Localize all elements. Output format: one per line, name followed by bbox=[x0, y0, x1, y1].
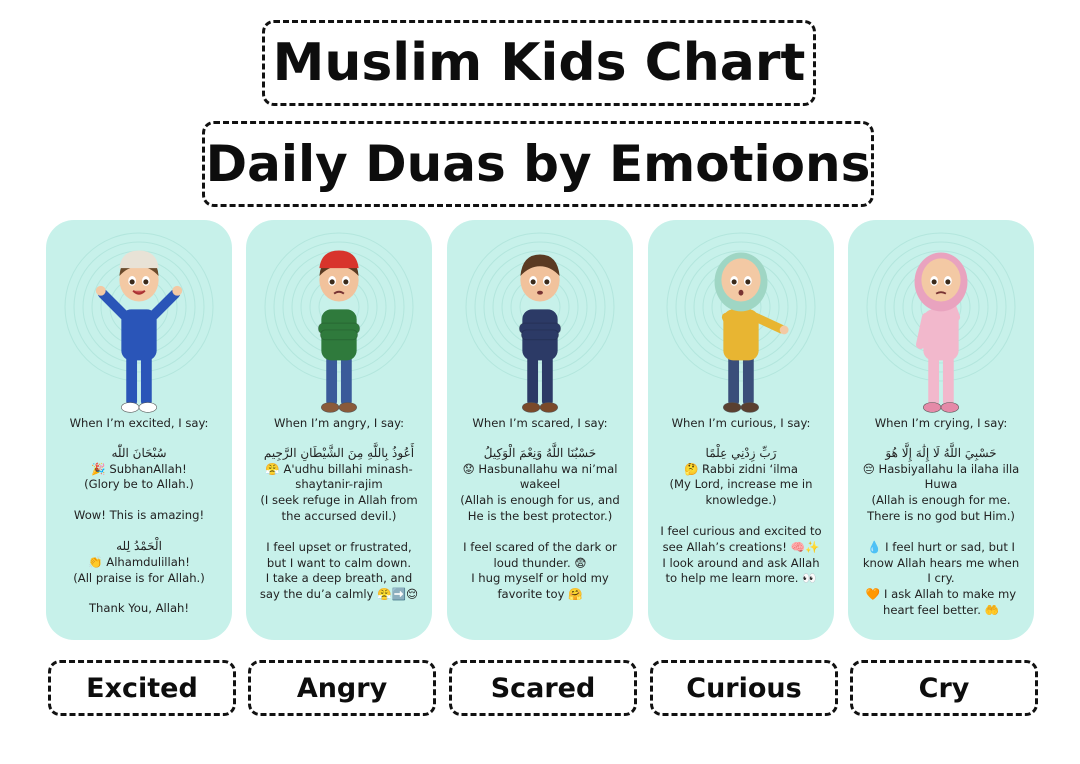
figure-hand-left bbox=[96, 286, 106, 296]
line-gap bbox=[455, 525, 625, 540]
figure-shoe-left bbox=[121, 402, 139, 412]
emotion-card bbox=[46, 220, 232, 640]
emotion-label: Curious bbox=[650, 660, 838, 716]
card-lead: When I’m scared, I say: bbox=[472, 416, 608, 430]
emotion-card bbox=[648, 220, 834, 640]
figure-cap bbox=[119, 251, 158, 269]
figure-mouth bbox=[537, 291, 543, 295]
card-line: say the du’a calmly 😤➡️😌 bbox=[259, 587, 419, 602]
card-line: know Allah hears me when bbox=[862, 555, 1020, 570]
emotion-label: Angry bbox=[248, 660, 436, 716]
card-line: I feel upset or frustrated, bbox=[266, 539, 412, 554]
chart-title: Muslim Kids Chart bbox=[262, 20, 816, 106]
line-gap bbox=[254, 525, 424, 540]
card-line: I cry. bbox=[927, 571, 955, 586]
figure-leg-left bbox=[326, 354, 337, 405]
figure-mouth bbox=[133, 291, 145, 294]
figure-cap bbox=[319, 251, 358, 269]
card-line: I take a deep breath, and bbox=[265, 571, 413, 586]
figure-pupil-left bbox=[732, 279, 737, 284]
figure-shoe-left bbox=[723, 402, 741, 412]
figure-face bbox=[921, 258, 960, 301]
card-line: shaytanir-rajim bbox=[295, 477, 383, 492]
dua-arabic: حَسْبِيَ اللَّهُ لَا إِلَٰهَ إِلَّا هُوَ bbox=[885, 445, 997, 460]
figure-shoe-right bbox=[941, 402, 959, 412]
figure-shoe-right bbox=[540, 402, 558, 412]
line-gap bbox=[54, 524, 224, 539]
character-illustration bbox=[891, 232, 991, 422]
card-line: 👏 Alhamdulillah! bbox=[88, 554, 190, 569]
card-text bbox=[856, 416, 1026, 619]
card-line: 🧡 I ask Allah to make my bbox=[865, 587, 1017, 602]
card-line: to help me learn more. 👀 bbox=[665, 571, 817, 586]
figure-shoe-left bbox=[522, 402, 540, 412]
card-line: I look around and ask Allah bbox=[662, 555, 820, 570]
figure-arm-right bbox=[756, 317, 781, 329]
figure-mouth bbox=[739, 290, 744, 296]
card-line: 🤔 Rabbi zidni ‘ilma bbox=[683, 461, 799, 476]
card-line: knowledge.) bbox=[705, 493, 777, 508]
card-line: Huwa bbox=[924, 477, 958, 492]
emotion-label: Cry bbox=[850, 660, 1038, 716]
figure-pupil-right bbox=[945, 279, 950, 284]
figure-pupil-right bbox=[745, 279, 750, 284]
figure-arm-right bbox=[154, 294, 176, 316]
figure-leg-right bbox=[743, 354, 754, 405]
card-line: 😤 A'udhu billahi minash- bbox=[265, 461, 413, 476]
figure-shoe-right bbox=[139, 402, 157, 412]
emotion-label: Excited bbox=[48, 660, 236, 716]
card-line: (My Lord, increase me in bbox=[669, 477, 813, 492]
figure-arm-left bbox=[103, 294, 125, 316]
figure-arm-left bbox=[920, 317, 926, 344]
line-gap bbox=[856, 525, 1026, 540]
card-line: wakeel bbox=[519, 477, 561, 492]
figure-leg-right bbox=[542, 354, 553, 405]
dua-arabic: أَعُوذُ بِاللَّهِ مِنَ الشَّيْطَانِ الرَّجِيم bbox=[263, 445, 415, 460]
figure-hand-right bbox=[172, 286, 182, 296]
figure-pupil-left bbox=[932, 279, 937, 284]
figure-pupil-right bbox=[544, 279, 549, 284]
figure-pupil-right bbox=[343, 279, 348, 284]
character-illustration bbox=[691, 232, 791, 422]
card-line: (Allah is enough for me. bbox=[871, 493, 1011, 508]
emotion-card bbox=[848, 220, 1034, 640]
card-line: 😟 Hasbunallahu wa ni’mal bbox=[462, 461, 618, 476]
emotion-label: Scared bbox=[449, 660, 637, 716]
figure-leg-left bbox=[527, 354, 538, 405]
figure-leg-left bbox=[126, 354, 137, 405]
card-line: the accursed devil.) bbox=[281, 508, 397, 523]
card-text bbox=[254, 416, 424, 603]
figure-leg-left bbox=[728, 354, 739, 405]
line-gap bbox=[54, 586, 224, 601]
figure-pupil-left bbox=[330, 279, 335, 284]
figure-crossed-arms-2 bbox=[320, 330, 357, 340]
figure-leg-right bbox=[341, 354, 352, 405]
dua-arabic: رَبِّ زِدْنِي عِلْمًا bbox=[705, 445, 777, 460]
card-line: 💧 I feel hurt or sad, but I bbox=[867, 539, 1015, 554]
chart-subtitle: Daily Duas by Emotions bbox=[202, 121, 874, 207]
character-illustration bbox=[490, 232, 590, 422]
figure-pupil-right bbox=[143, 279, 148, 284]
card-line: Wow! This is amazing! bbox=[73, 508, 205, 523]
emotion-card bbox=[246, 220, 432, 640]
card-line: see Allah’s creations! 🧠✨ bbox=[662, 539, 820, 554]
dua-arabic: حَسْبُنَا اللَّهُ وَنِعْمَ الْوَكِيلُ bbox=[483, 445, 597, 460]
figure-shoe-right bbox=[741, 402, 759, 412]
card-line: 😔 Hasbiyallahu la ilaha illa bbox=[862, 461, 1020, 476]
figure-crossed-arms-2 bbox=[521, 330, 558, 340]
card-line: heart feel better. 🤲 bbox=[882, 602, 1000, 617]
card-lead: When I’m angry, I say: bbox=[273, 416, 405, 430]
card-line: but I want to calm down. bbox=[266, 555, 412, 570]
card-line: He is the best protector.) bbox=[467, 508, 613, 523]
card-line: I feel curious and excited to bbox=[660, 523, 822, 538]
card-line: I feel scared of the dark or bbox=[463, 539, 617, 554]
card-line: (Glory be to Allah.) bbox=[84, 477, 194, 492]
card-lead: When I’m crying, I say: bbox=[874, 416, 1008, 430]
card-lead: When I’m curious, I say: bbox=[671, 416, 811, 430]
card-line: favorite toy 🤗 bbox=[497, 587, 583, 602]
card-lead: When I’m excited, I say: bbox=[69, 416, 209, 430]
dua-arabic: سُبْحَانَ اللّٰه bbox=[111, 445, 167, 460]
figure-shoe-left bbox=[321, 402, 339, 412]
figure-shoe-left bbox=[923, 402, 941, 412]
card-line: I hug myself or hold my bbox=[471, 571, 609, 586]
figure-pupil-left bbox=[130, 279, 135, 284]
character-illustration bbox=[89, 232, 189, 422]
card-line: (All praise is for Allah.) bbox=[73, 570, 205, 585]
figure-leg-left bbox=[928, 354, 939, 405]
figure-hand-right bbox=[780, 326, 789, 335]
line-gap bbox=[656, 509, 826, 524]
card-line: There is no god but Him.) bbox=[867, 508, 1015, 523]
emotion-card bbox=[447, 220, 633, 640]
figure-leg-right bbox=[141, 354, 152, 405]
dua-arabic: الْحَمْدُ لِله bbox=[116, 538, 162, 553]
card-line: (Allah is enough for us, and bbox=[460, 493, 620, 508]
card-line: loud thunder. 😨 bbox=[493, 555, 587, 570]
card-text bbox=[455, 416, 625, 603]
line-gap bbox=[54, 493, 224, 508]
figure-leg-right bbox=[943, 354, 954, 405]
card-text bbox=[54, 416, 224, 617]
figure-pupil-left bbox=[531, 279, 536, 284]
card-text bbox=[656, 416, 826, 587]
figure-shoe-right bbox=[339, 402, 357, 412]
card-line: 🎉 SubhanAllah! bbox=[91, 461, 187, 476]
card-line: (I seek refuge in Allah from bbox=[260, 493, 418, 508]
character-illustration bbox=[289, 232, 389, 422]
card-line: Thank You, Allah! bbox=[88, 601, 190, 616]
